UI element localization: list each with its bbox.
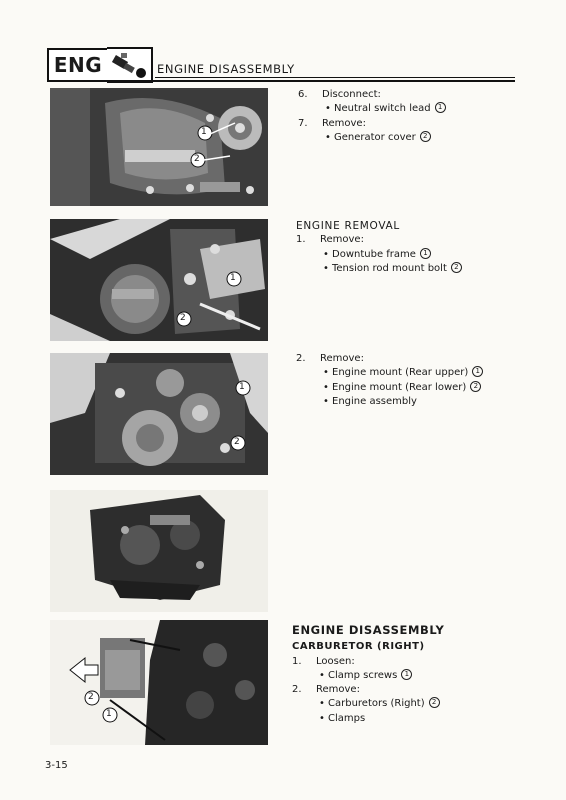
callout-2: 2: [88, 692, 94, 702]
ref-marker: 2: [429, 697, 440, 708]
step-number: 2.: [296, 353, 306, 364]
callout-2: 2: [180, 313, 186, 323]
header-rule: [47, 80, 515, 82]
step-label: Remove:: [320, 234, 364, 246]
ref-marker: 1: [420, 248, 431, 259]
text-block-disconnect: 6. Disconnect: • Neutral switch lead 1 7. Remove: • Generator cover 2: [298, 88, 446, 145]
ref-marker: 1: [435, 102, 446, 113]
step-number: 7.: [298, 117, 308, 129]
step-label: Remove:: [320, 353, 364, 364]
section-heading: ENGINE DISASSEMBLY: [292, 623, 445, 637]
callout-2: 2: [234, 437, 240, 447]
subsection-heading: CARBURETOR (RIGHT): [292, 641, 425, 653]
callout-1: 1: [239, 382, 245, 392]
text-block-engine-removal: ENGINE REMOVAL 1. Remove: • Downtube frame 1 • Tension rod mount bolt 2: [296, 219, 462, 276]
step-number: 1.: [292, 655, 302, 667]
step-item: Generator cover: [334, 131, 416, 143]
step-label: Loosen:: [316, 655, 355, 667]
photo-engine-removal: [50, 219, 268, 341]
page-number: 3-15: [45, 760, 68, 771]
step-item: Tension rod mount bolt: [332, 262, 447, 274]
step-label: Remove:: [322, 117, 366, 129]
page-title: ENGINE DISASSEMBLY: [157, 62, 295, 76]
photo-engine-mounts: [50, 353, 268, 475]
callout-1: 1: [230, 273, 236, 283]
step-label: Remove:: [316, 684, 360, 696]
step-item: Engine assembly: [332, 395, 417, 407]
header-rule-upper: [155, 77, 515, 78]
step-number: 2.: [292, 684, 302, 696]
ref-marker: 2: [420, 131, 431, 142]
ref-marker: 2: [470, 381, 481, 392]
step-item: Neutral switch lead: [334, 103, 431, 115]
step-item: Clamps: [328, 712, 366, 724]
section-heading: ENGINE REMOVAL: [296, 220, 400, 232]
step-item: Engine mount (Rear upper): [332, 367, 469, 379]
callout-2: 2: [194, 154, 200, 164]
step-item: Carburetors (Right): [328, 698, 425, 710]
text-block-carburetor: ENGINE DISASSEMBLY CARBURETOR (RIGHT) 1. Loosen: • Clamp screws 1 2. Remove: • Carburetors (Right) 2 • Clamps: [292, 623, 444, 726]
section-tag: ENG: [47, 48, 109, 82]
ref-marker: 1: [472, 366, 483, 377]
ref-marker: 2: [451, 262, 462, 273]
callout-1: 1: [201, 127, 207, 137]
step-item: Downtube frame: [332, 248, 416, 260]
engine-icon: [107, 47, 153, 83]
step-label: Disconnect:: [322, 89, 381, 100]
photo-engine-assembly: [50, 490, 268, 612]
callout-1: 1: [106, 709, 112, 719]
photo-generator-cover: [50, 88, 268, 206]
step-item: Clamp screws: [328, 669, 398, 681]
step-number: 1.: [296, 234, 306, 246]
ref-marker: 1: [401, 669, 412, 680]
text-block-engine-mounts: 2. Remove: • Engine mount (Rear upper) 1 • Engine mount (Rear lower) 2 • Engine assembly: [296, 352, 483, 409]
photo-carburetor: [50, 620, 268, 745]
step-number: 6.: [298, 89, 308, 100]
step-item: Engine mount (Rear lower): [332, 381, 467, 393]
